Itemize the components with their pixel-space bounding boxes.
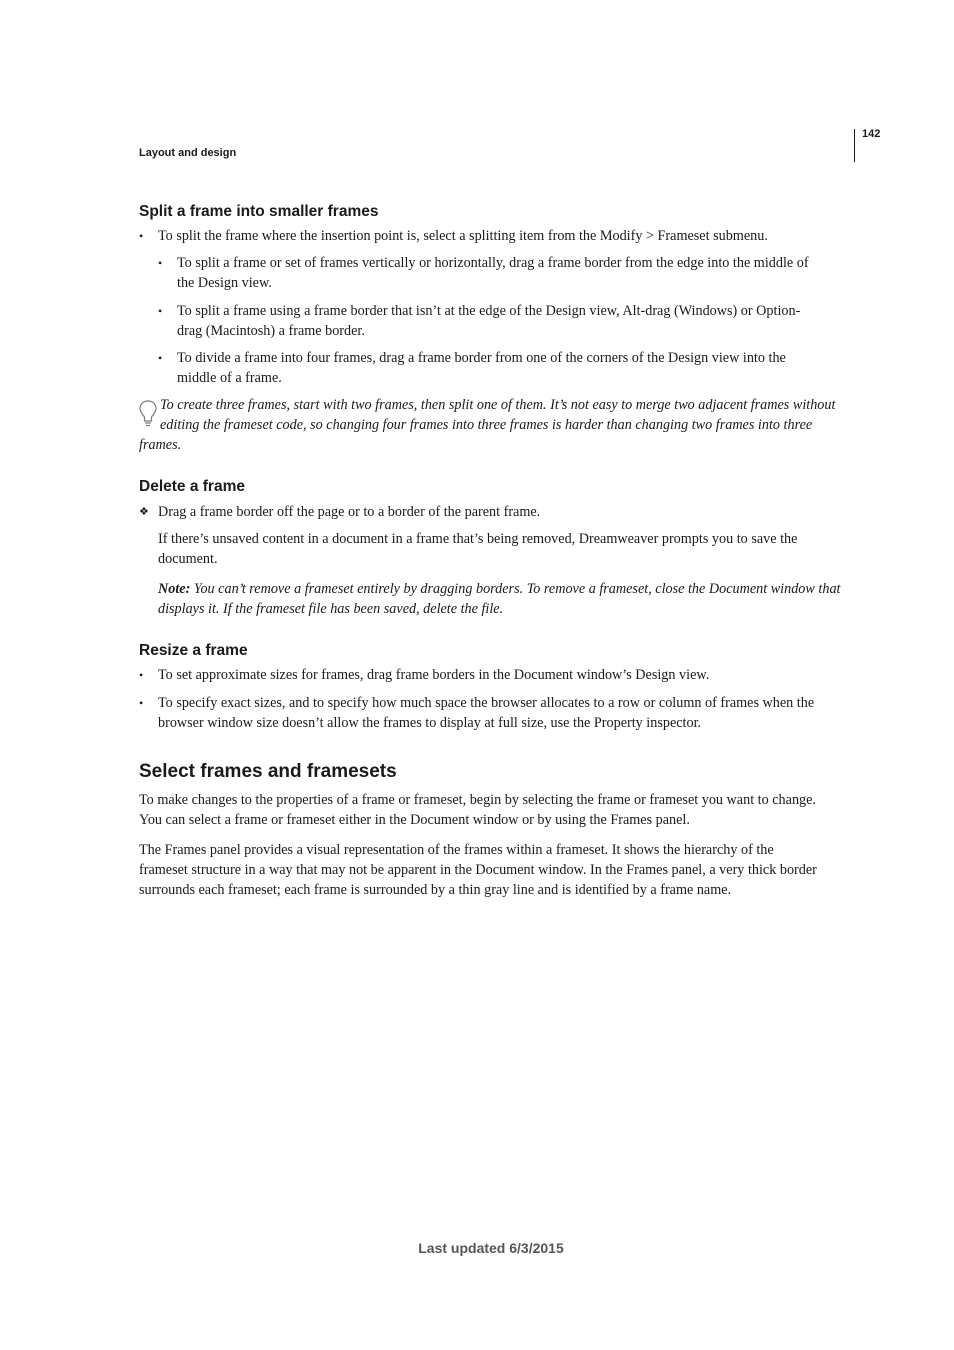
text-line: If there’s unsaved content in a document in a frame that’s being removed, Dreamweaver prompts you to save the — [158, 531, 798, 547]
text-line: To make changes to the properties of a frame or frameset, begin by selecting the frame or frameset you want to change. — [139, 792, 816, 808]
text-line: browser window size doesn’t allow the frames to display at full size, use the Property inspector. — [158, 715, 702, 731]
page-number-rule — [854, 129, 855, 162]
text-line: You can select a frame or frameset either in the Document window or by using the Frames panel. — [139, 812, 690, 828]
text-line: the Design view. — [177, 275, 272, 291]
delete-step: Drag a frame border off the page or to a border of the parent frame. — [158, 504, 541, 520]
last-updated-footer: Last updated 6/3/2015 — [418, 1240, 564, 1256]
text-line: To divide a frame into four frames, drag a frame border from one of the corners of the Design view into the — [177, 350, 786, 366]
delete-paragraph — [158, 529, 797, 569]
text-line: To split a frame using a frame border that isn’t at the edge of the Design view, Alt-drag (Windows) or Option- — [177, 303, 801, 319]
heading-delete-frame: Delete a frame — [139, 478, 245, 495]
text-line: frameset structure in a way that may not be apparent in the Document window. In the Frames panel, a very thick border — [139, 862, 817, 878]
select-paragraph-1 — [139, 790, 816, 830]
step-marker-icon: ❖ — [139, 506, 149, 518]
text-line: editing the frameset code, so changing four frames into three frames is harder than changing two frames into three — [160, 417, 813, 433]
note-label: Note: — [158, 581, 191, 597]
text-line: displays it. If the frameset file has been saved, delete the file. — [158, 601, 504, 617]
text-line: surrounds each frameset; each frame is surrounded by a thin gray line and is identified by a frame name. — [139, 882, 732, 898]
split-bullet-main: To split the frame where the insertion point is, select a splitting item from the Modify > Frameset submenu. — [158, 228, 768, 244]
text-line — [158, 579, 841, 599]
running-head: Layout and design — [139, 147, 237, 159]
text-line: To split a frame or set of frames vertically or horizontally, drag a frame border from the edge into the middle of — [177, 255, 809, 271]
text-line: To create three frames, start with two frames, then split one of them. It’s not easy to merge two adjacent frames without — [160, 397, 836, 413]
bullet-marker: • — [139, 696, 144, 710]
resize-bullet-1: To set approximate sizes for frames, drag frame borders in the Document window’s Design view. — [158, 667, 710, 683]
text-line: To specify exact sizes, and to specify how much space the browser allocates to a row or column of frames when the — [158, 695, 815, 711]
note-text: You can’t remove a frameset entirely by dragging borders. To remove a frameset, close the Document window that — [193, 581, 841, 597]
heading-select-frames: Select frames and framesets — [139, 761, 397, 782]
text-line: drag (Macintosh) a frame border. — [177, 323, 365, 339]
text-line: The Frames panel provides a visual representation of the frames within a frameset. It shows the hierarchy of the — [139, 842, 774, 858]
resize-bullet-2 — [158, 693, 814, 733]
text-line: frames. — [139, 437, 182, 453]
bullet-marker: • — [139, 229, 144, 243]
page-number: 142 — [862, 128, 881, 140]
bullet-marker: • — [139, 668, 144, 682]
tip-three-frames — [139, 395, 851, 455]
bullet-marker: • — [158, 351, 163, 365]
split-sub-bullet-1 — [177, 253, 809, 293]
split-sub-bullet-3 — [177, 348, 786, 388]
split-sub-bullet-2 — [177, 301, 800, 341]
heading-split-frame: Split a frame into smaller frames — [139, 203, 379, 220]
text-line: middle of a frame. — [177, 370, 282, 386]
delete-note — [158, 579, 841, 619]
bullet-marker: • — [158, 304, 163, 318]
select-paragraph-2 — [139, 840, 817, 900]
heading-resize-frame: Resize a frame — [139, 642, 248, 659]
text-line: document. — [158, 551, 218, 567]
bullet-marker: • — [158, 256, 163, 270]
